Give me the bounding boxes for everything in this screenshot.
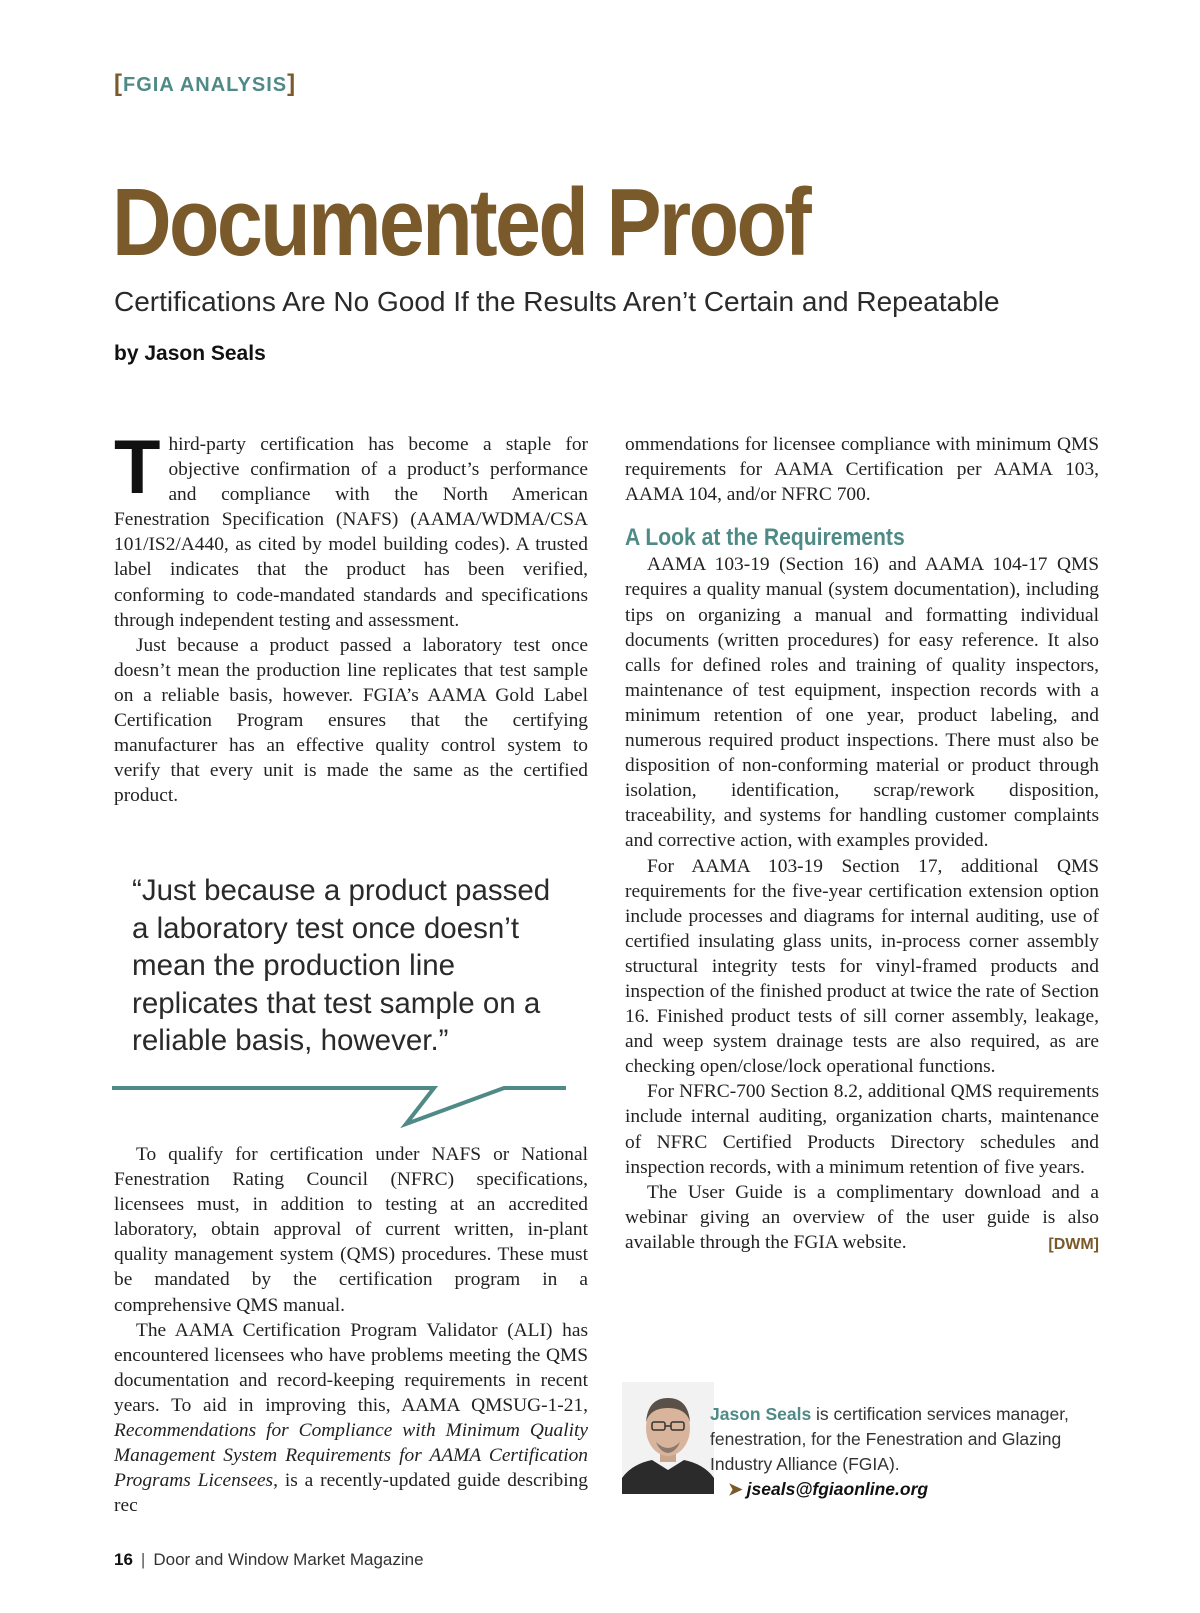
paragraph-2: Just because a product passed a laboratory test once doesn’t mean the production line replicates that test sample on a reliable basis, however. FGIA’s AAMA Gold Label Certification Program ensures that the certifying manufacturer has an effective quality control system to verify that every unit is made the same as the certified product. [114,634,588,807]
paragraph-8-text: The User Guide is a complimentary download and a webinar giving an overview of the user guide is also available through the FGIA website. [625,1181,1099,1253]
section-tag-label: FGIA ANALYSIS [123,74,288,96]
drop-cap: T [114,425,161,510]
article-column-left-bottom [114,1142,588,1518]
author-name: Jason Seals [710,1404,812,1424]
paragraph-5: AAMA 103-19 (Section 16) and AAMA 104-17 QMS requires a quality manual (system documentation), including tips on organizing a manual and formatting individual documents (written procedures) for easy reference. It also calls for defined roles and training of quality inspectors, maintenance of test equipment, inspection records with a minimum retention of one year, product labeling, and numerous required product inspections. There must also be disposition of non-conforming material or product through isolation, identification, scrap/rework disposition, traceability, and systems for handling customer complaints and corrective action, with examples provided. [625,554,1099,852]
author-email[interactable]: jseals@fgiaonline.org [746,1479,929,1499]
page-title: Documented Proof [112,169,810,276]
byline: by Jason Seals [114,342,266,365]
arrow-right-icon: ➤ [728,1479,743,1499]
paragraph-4-end: , is a recently-updated guide describing rec [114,1470,588,1517]
paragraph-6: For AAMA 103-19 Section 17, additional QMS requirements for the five-year certification extension option include processes and diagrams for internal auditing, use of certified insulating glass units, in-process corner assembly structural integrity tests for vinyl-framed products and inspection of the finished product at twice the rate of Section 16. Finished product tests of sill corner assembly, leakage, and weep system drainage tests are also required, as are checking open/close/lock operational functions. [625,855,1099,1078]
bracket-close: ] [287,70,297,97]
footer-separator: | [140,1550,146,1569]
guide-title: Recommendations for Compliance with Minimum Quality Management System Requirements for AAMA Certification Programs Licensees [114,1420,588,1492]
paragraph-intro [114,425,588,633]
article-column-right [625,432,1099,1257]
page-number: 16 [114,1550,133,1569]
pull-quote: “Just because a product passed a laboratory test once doesn’t mean the production line replicates that test sample on a reliable basis, however.” [132,874,551,1057]
paragraph-4 [114,1318,588,1519]
end-tag: [DWM] [1048,1235,1099,1253]
paragraph-4-start: The AAMA Certification Program Validator (ALI) has encountered licensees who have problems meeting the QMS documentation and record-keeping requirements in recent years. To aid in improving this, AAMA QMSUG-1-21, [114,1319,588,1416]
article-column-left-top [114,425,588,808]
page-subtitle: Certifications Are No Good If the Results Aren’t Certain and Repeatable [114,286,1000,317]
bracket-open: [ [114,70,123,97]
section-heading: A Look at the Requirements [625,524,905,552]
paragraph-7: For NFRC-700 Section 8.2, additional QMS requirements include internal auditing, organization charts, maintenance of NFRC Certified Products Directory schedules and inspection records, with a minimum retention of five years. [625,1081,1099,1178]
section-tag [114,70,296,98]
author-bio [710,1402,1110,1502]
author-photo [622,1382,714,1494]
paragraph-4-continued: ommendations for licensee compliance with minimum QMS requirements for AAMA Certification per AAMA 103, AAMA 104, and/or NFRC 700. [625,434,1099,506]
author-email-line [710,1477,1110,1502]
publication-name: Door and Window Market Magazine [153,1550,424,1569]
paragraph-intro-text: hird-party certification has become a staple for objective confirmation of a product’s performance and compliance with the North American Fenestration Specification (NAFS) (AAMA/WDMA/CSA 101/IS2/A440, as cited by model building codes). A trusted label indicates that the product has been verified, conforming to code-mandated standards and specifications through independent testing and assessment. [114,434,588,631]
author-bio-text: is certification services manager, fenestration, for the Fenestration and Glazing Industry Alliance (FGIA). [710,1404,1069,1474]
paragraph-3: To qualify for certification under NAFS or National Fenestration Rating Council (NFRC) specifications, licensees must, in addition to testing at an accredited laboratory, obtain approval of current written, in-plant quality management system (QMS) procedures. These must be mandated by the certification program in a comprehensive QMS manual. [114,1144,588,1316]
paragraph-8 [625,1180,1099,1255]
page-footer [114,1550,424,1570]
pull-quote-divider [112,1082,568,1132]
